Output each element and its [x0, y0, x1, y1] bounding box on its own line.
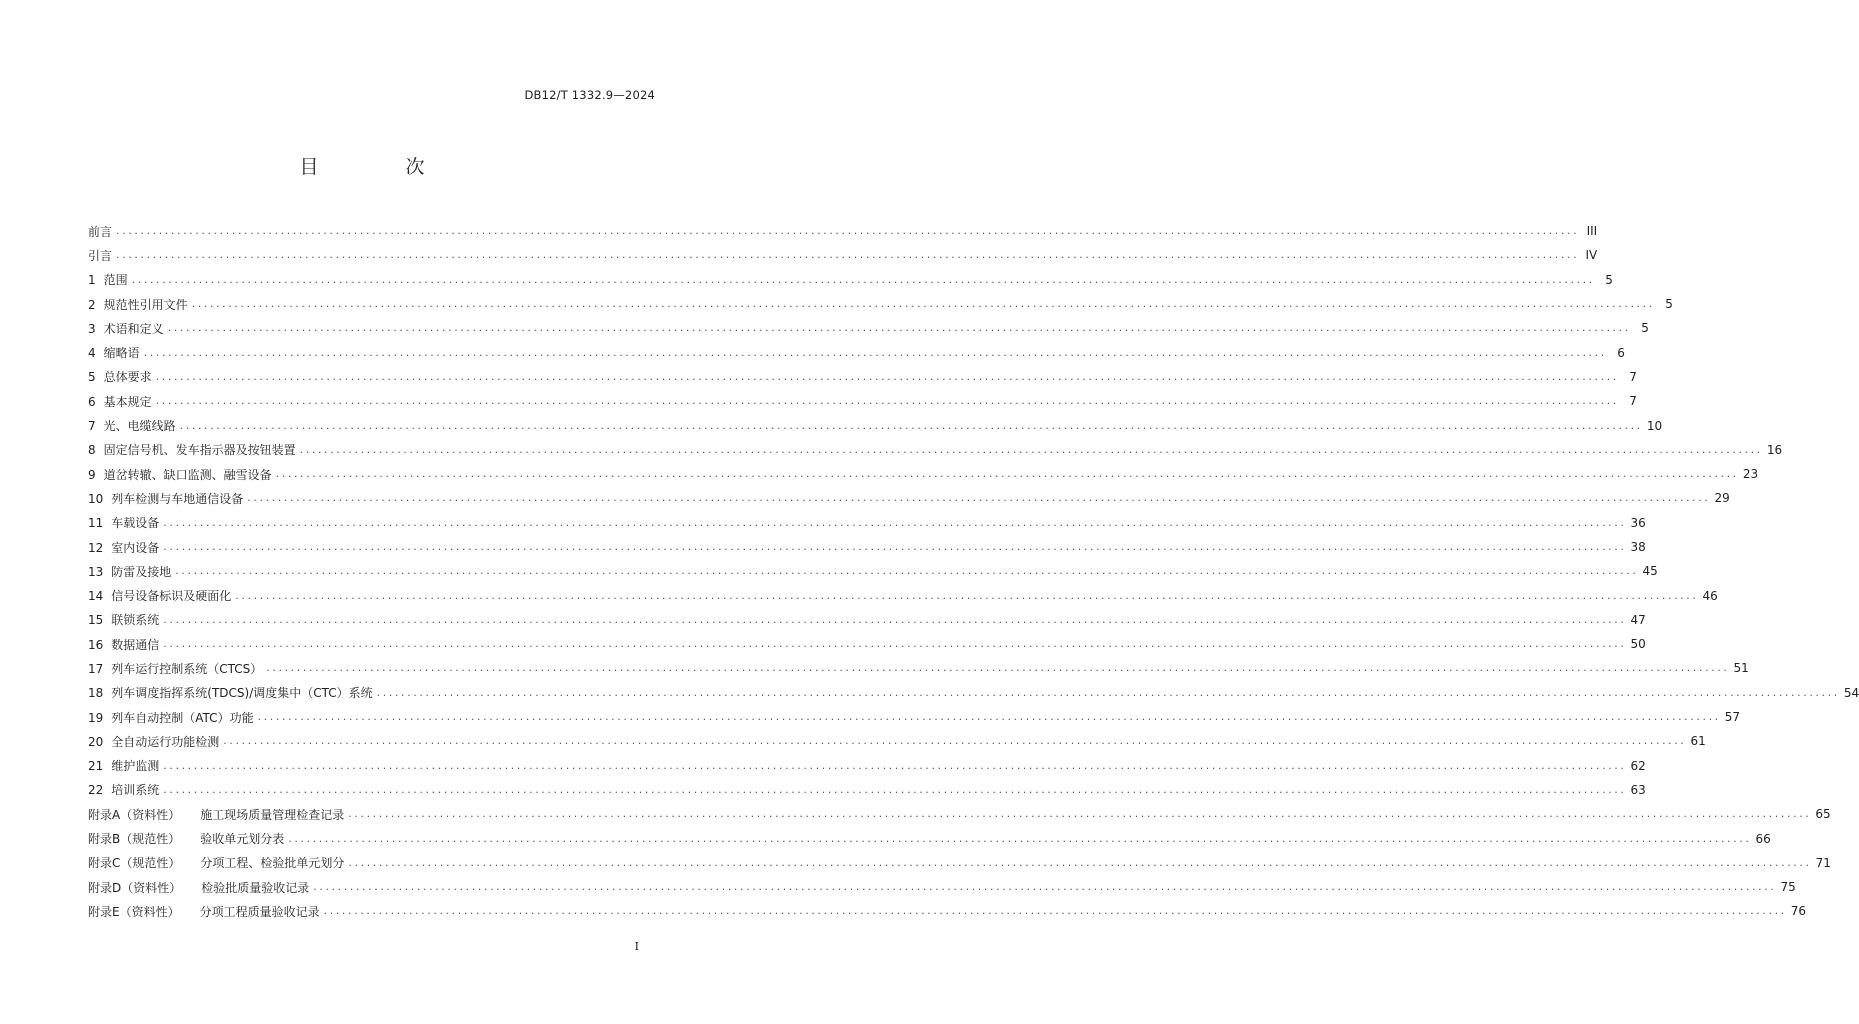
dot-leader: ................................................................................................................................................................................................................................................	[163, 782, 1627, 796]
toc-entry[interactable]	[88, 413, 1663, 437]
toc-entry-page: 51	[1733, 661, 1749, 676]
dot-leader: ................................................................................................................................................................................................................................................	[235, 588, 1699, 602]
toc-entry-page: 7	[1629, 394, 1637, 409]
toc-entry-label	[88, 757, 163, 774]
page-number: I	[634, 940, 639, 953]
dot-leader: ................................................................................................................................................................................................................................................	[376, 685, 1840, 699]
toc-entry-page: 61	[1690, 734, 1706, 749]
dot-leader: ................................................................................................................................................................................................................................................	[299, 442, 1763, 456]
toc-entry-number: 附录E（资料性）	[88, 904, 180, 919]
toc-entry[interactable]	[88, 438, 1783, 462]
toc-entry-number: 9	[88, 467, 96, 482]
toc-entry[interactable]	[88, 292, 1673, 316]
toc-entry-number: 附录C（规范性）	[88, 856, 181, 871]
toc-entry-title: 施工现场质量管理检查记录	[200, 807, 345, 822]
toc-entry-label	[88, 368, 156, 385]
toc-entry-number: 10	[88, 491, 104, 506]
toc-entry-title: 列车运行控制系统（CTCS）	[111, 661, 263, 676]
toc-entry-label	[88, 514, 163, 531]
toc-entry-page: 66	[1755, 831, 1771, 846]
toc-entry[interactable]	[88, 365, 1637, 389]
toc-entry-label	[88, 879, 313, 896]
toc-entry-page: 6	[1617, 345, 1625, 360]
toc-entry-page: 50	[1630, 637, 1646, 652]
toc-entry[interactable]	[88, 559, 1658, 583]
toc-entry-label	[88, 539, 163, 556]
toc-entry-label	[88, 636, 163, 653]
toc-entry-page: 63	[1630, 782, 1646, 797]
dot-leader: ................................................................................................................................................................................................................................................	[155, 394, 1619, 408]
toc-entry-title: 联锁系统	[111, 613, 160, 628]
toc-entry-page: 5	[1665, 297, 1673, 312]
toc-entry-page: 36	[1630, 515, 1646, 530]
dot-leader: ................................................................................................................................................................................................................................................	[179, 418, 1643, 432]
toc-entry[interactable]	[88, 778, 1646, 802]
dot-leader: ................................................................................................................................................................................................................................................	[247, 491, 1711, 505]
toc-entry-label	[88, 296, 192, 313]
toc-entry-page: 38	[1630, 540, 1646, 554]
toc-entry[interactable]	[88, 316, 1649, 340]
toc-entry[interactable]	[88, 219, 1598, 243]
toc-entry-page: 54	[1843, 685, 1859, 700]
toc-entry-number: 附录A（资料性）	[88, 807, 181, 822]
toc-entry-page: IV	[1585, 248, 1598, 263]
toc-entry[interactable]	[88, 875, 1796, 899]
toc-entry-label	[88, 344, 144, 361]
toc-entry-label	[88, 854, 348, 871]
toc-entry[interactable]	[88, 705, 1741, 729]
toc-entry-label	[88, 806, 348, 823]
toc-entry-number: 11	[88, 516, 104, 531]
dot-leader: ................................................................................................................................................................................................................................................	[288, 831, 1752, 845]
toc-entry[interactable]	[88, 583, 1718, 607]
dot-leader: ................................................................................................................................................................................................................................................	[223, 734, 1687, 748]
toc-entry-title: 固定信号机、发车指示器及按钮装置	[103, 443, 296, 458]
toc-entry-label	[88, 271, 132, 288]
toc-entry-number: 19	[88, 710, 104, 725]
toc-entry-title: 培训系统	[111, 783, 160, 798]
dot-leader: ................................................................................................................................................................................................................................................	[116, 248, 1580, 262]
toc-entry-label	[88, 223, 116, 240]
toc-entry-title: 验收单元划分表	[200, 832, 285, 847]
toc-entry-number: 7	[88, 419, 96, 434]
toc-entry[interactable]	[88, 754, 1646, 778]
toc-entry-number: 15	[88, 613, 104, 628]
toc-entry-page: 5	[1605, 272, 1613, 287]
toc-entry-label	[88, 320, 168, 337]
toc-entry-title: 列车自动控制（ATC）功能	[111, 710, 254, 725]
toc-entry-label	[88, 830, 288, 847]
toc-entry-title: 分项工程、检验批单元划分	[200, 856, 345, 871]
dot-leader: ................................................................................................................................................................................................................................................	[131, 272, 1595, 286]
toc-entry[interactable]	[88, 802, 1831, 826]
dot-leader: ................................................................................................................................................................................................................................................	[266, 661, 1730, 675]
toc-entry-number: 6	[88, 394, 96, 409]
toc-entry-label	[88, 247, 116, 264]
toc-entry-page: 47	[1630, 612, 1646, 627]
toc-entry-page: 75	[1780, 880, 1796, 895]
toc-entry-label	[88, 781, 163, 798]
toc-entry-page: III	[1586, 224, 1598, 239]
toc-entry-number: 附录B（规范性）	[88, 832, 181, 847]
toc-entry[interactable]	[88, 851, 1831, 875]
toc-entry-number: 21	[88, 759, 104, 774]
toc-entry[interactable]	[88, 462, 1759, 486]
toc-entry-page: 7	[1629, 369, 1637, 384]
toc-entry-title: 范围	[103, 273, 128, 288]
toc-entry-label	[88, 466, 276, 483]
toc-entry-title: 车载设备	[111, 516, 160, 531]
toc-entry-number: 4	[88, 346, 96, 361]
toc-entry-number: 12	[88, 540, 104, 555]
toc-entry-number: 5	[88, 370, 96, 385]
toc-entry[interactable]	[88, 535, 1646, 559]
toc-entry-label	[88, 393, 156, 410]
dot-leader: ................................................................................................................................................................................................................................................	[275, 467, 1739, 481]
toc-entry-label	[88, 903, 324, 920]
toc-entry-page: 57	[1724, 710, 1741, 725]
toc-entry-number: 3	[88, 321, 96, 336]
toc-entry-number: 17	[88, 661, 104, 676]
toc-entry-title: 信号设备标识及硬面化	[111, 589, 232, 604]
document-code: DB12/T 1332.9—2024	[524, 88, 655, 102]
dot-leader: ................................................................................................................................................................................................................................................	[323, 904, 1787, 918]
toc-entry-number: 1	[88, 273, 96, 288]
toc-entry[interactable]	[88, 899, 1807, 923]
toc-entry-title: 数据通信	[111, 637, 160, 652]
toc-entry-label	[88, 417, 180, 434]
dot-leader: ................................................................................................................................................................................................................................................	[163, 612, 1627, 626]
toc-entry[interactable]	[88, 729, 1706, 753]
toc-entry-label	[88, 441, 300, 458]
dot-leader: ................................................................................................................................................................................................................................................	[167, 321, 1631, 335]
toc-entry[interactable]	[88, 681, 1859, 705]
toc-entry-title: 列车检测与车地通信设备	[111, 491, 244, 506]
toc-entry-number: 16	[88, 637, 104, 652]
dot-leader: ................................................................................................................................................................................................................................................	[191, 297, 1655, 311]
toc-entry-title: 防雷及接地	[111, 564, 172, 579]
toc-entry-title: 检验批质量验收记录	[201, 880, 310, 895]
toc-entry-title: 规范性引用文件	[103, 297, 188, 312]
toc-entry[interactable]	[88, 340, 1625, 364]
toc-entry-page: 10	[1646, 418, 1663, 433]
dot-leader: ................................................................................................................................................................................................................................................	[163, 540, 1627, 553]
toc-entry-label	[88, 611, 163, 628]
toc-entry-title: 列车调度指挥系统(TDCS)/调度集中（CTC）系统	[111, 686, 373, 701]
toc-entry-title: 室内设备	[111, 540, 160, 555]
dot-leader: ................................................................................................................................................................................................................................................	[348, 855, 1812, 869]
dot-leader: ................................................................................................................................................................................................................................................	[348, 807, 1812, 821]
toc-entry-title: 引言	[88, 248, 113, 263]
toc-entry-page: 45	[1642, 564, 1658, 579]
toc-entry-number: 附录D（资料性）	[88, 880, 182, 895]
toc-entry-page: 65	[1815, 807, 1831, 822]
page-title: 目 次	[299, 156, 459, 178]
dot-leader: ................................................................................................................................................................................................................................................	[257, 710, 1721, 724]
dot-leader: ................................................................................................................................................................................................................................................	[163, 758, 1627, 772]
toc-entry-title: 基本规定	[103, 394, 152, 409]
toc-entry-label	[88, 733, 223, 750]
toc-entry-title: 总体要求	[103, 370, 152, 385]
toc-entry-page: 46	[1702, 588, 1718, 603]
toc-entry-number: 2	[88, 297, 96, 312]
dot-leader: ................................................................................................................................................................................................................................................	[313, 880, 1777, 894]
toc-entry-label	[88, 684, 377, 701]
toc-entry[interactable]	[88, 826, 1771, 850]
dot-leader: ................................................................................................................................................................................................................................................	[143, 345, 1607, 359]
toc-entry-label	[88, 709, 258, 726]
toc-entry[interactable]	[88, 389, 1637, 413]
toc-entry-label	[88, 563, 175, 580]
toc-entry-title: 光、电缆线路	[103, 419, 176, 434]
toc-entry[interactable]	[88, 486, 1730, 510]
toc-entry-page: 16	[1766, 442, 1783, 457]
dot-leader: ................................................................................................................................................................................................................................................	[116, 224, 1580, 238]
toc-entry[interactable]	[88, 608, 1646, 632]
toc-entry-page: 23	[1742, 467, 1759, 482]
toc-entry-title: 术语和定义	[103, 321, 164, 336]
toc-entry-number: 14	[88, 589, 104, 604]
toc-entry[interactable]	[88, 268, 1613, 292]
dot-leader: ................................................................................................................................................................................................................................................	[155, 369, 1619, 383]
toc-entry-label	[88, 490, 247, 507]
toc-entry-page: 62	[1630, 758, 1646, 773]
toc-entry-number: 20	[88, 734, 104, 749]
toc-entry-page: 76	[1790, 904, 1807, 919]
toc-entry[interactable]	[88, 511, 1646, 535]
toc-entry-number: 8	[88, 443, 96, 458]
toc-entry[interactable]	[88, 632, 1646, 656]
toc-entry-label	[88, 660, 266, 677]
dot-leader: ................................................................................................................................................................................................................................................	[163, 515, 1627, 529]
dot-leader: ................................................................................................................................................................................................................................................	[163, 637, 1627, 651]
table-of-contents	[88, 219, 1859, 924]
toc-entry[interactable]	[88, 243, 1598, 267]
toc-entry-page: 71	[1815, 855, 1831, 870]
toc-entry-title: 分项工程质量验收记录	[199, 904, 320, 919]
toc-entry-title: 前言	[88, 224, 113, 239]
toc-entry-title: 维护监测	[111, 759, 160, 774]
toc-entry-page: 29	[1714, 491, 1730, 506]
toc-entry-title: 全自动运行功能检测	[111, 734, 220, 749]
toc-entry-page: 5	[1641, 321, 1649, 336]
toc-entry-label	[88, 587, 235, 604]
dot-leader: ................................................................................................................................................................................................................................................	[175, 564, 1639, 578]
toc-entry[interactable]	[88, 656, 1749, 680]
toc-entry-number: 13	[88, 564, 104, 579]
toc-entry-number: 18	[88, 686, 104, 701]
toc-entry-number: 22	[88, 783, 104, 798]
toc-entry-title: 道岔转辙、缺口监测、融雪设备	[103, 467, 272, 482]
toc-entry-title: 缩略语	[103, 346, 140, 361]
